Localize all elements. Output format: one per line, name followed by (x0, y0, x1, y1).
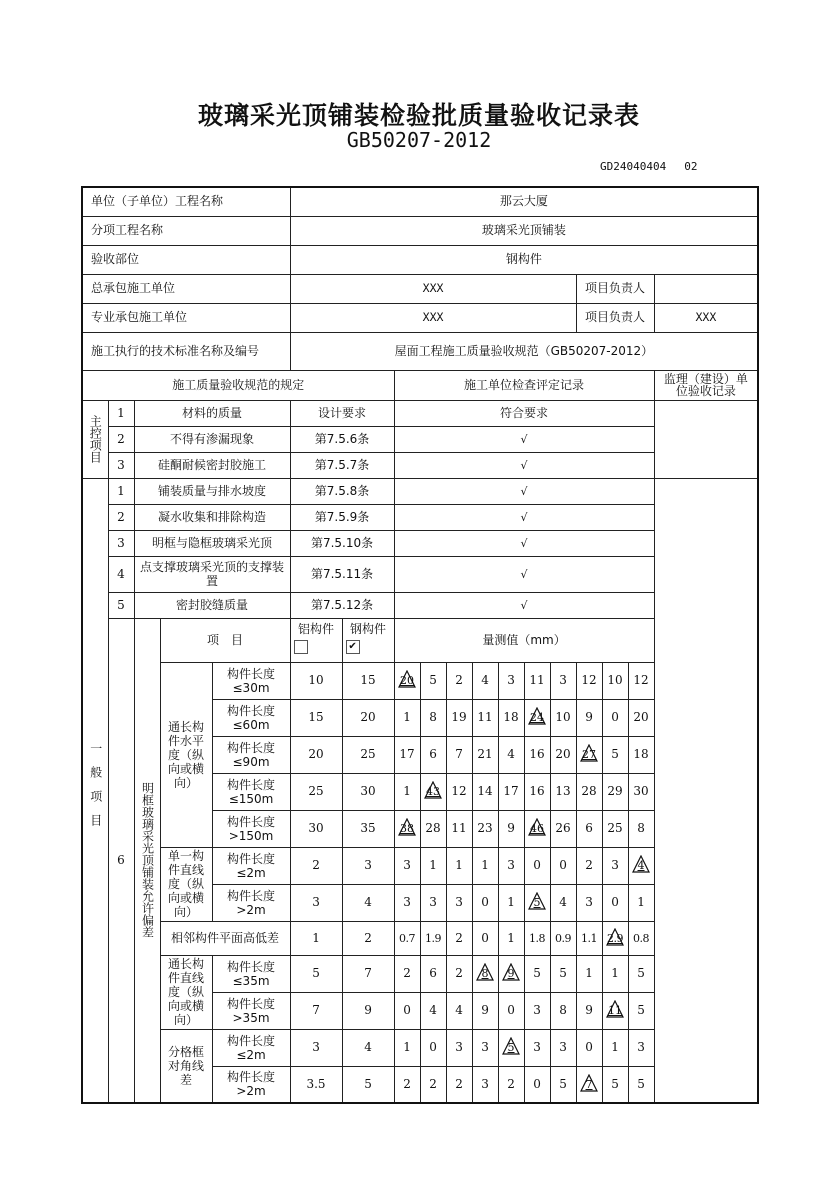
measured-value[interactable]: 1 (498, 884, 524, 921)
project-manager-label-1: 项目负责人 (576, 274, 654, 303)
measured-value-flagged[interactable] (524, 699, 550, 736)
measured-value[interactable]: 1 (446, 847, 472, 884)
project-manager-value-1[interactable] (654, 274, 758, 303)
measured-value[interactable]: 0.7 (394, 921, 420, 955)
form-number: 02 (684, 160, 698, 173)
measured-value[interactable]: 3 (628, 1029, 654, 1066)
steel-tolerance: 15 (342, 662, 394, 699)
item-result[interactable]: √ (394, 452, 654, 478)
item-number: 1 (108, 478, 134, 504)
flagged-value: 9 (507, 967, 515, 980)
measured-value-flagged[interactable] (420, 773, 446, 810)
measured-value[interactable]: 3 (472, 1066, 498, 1103)
contractor-record-header: 施工单位检查评定记录 (394, 370, 654, 400)
measured-value[interactable]: 19 (446, 699, 472, 736)
header-steel (342, 618, 394, 662)
measured-value[interactable]: 8 (628, 810, 654, 847)
measured-value[interactable]: 0 (602, 884, 628, 921)
measured-value[interactable]: 2 (394, 1066, 420, 1103)
measured-value[interactable]: 4 (472, 662, 498, 699)
measured-value[interactable]: 4 (420, 992, 446, 1029)
measured-value[interactable]: 3 (524, 992, 550, 1029)
flagged-value: 43 (426, 785, 441, 798)
measured-value[interactable]: 4 (446, 992, 472, 1029)
measured-value-flagged[interactable] (394, 662, 420, 699)
measured-value[interactable]: 2 (576, 847, 602, 884)
item-clause: 第7.5.8条 (290, 478, 394, 504)
item-name: 材料的质量 (134, 400, 290, 426)
measured-value[interactable]: 2 (498, 1066, 524, 1103)
item-number: 2 (108, 504, 134, 530)
measured-value[interactable]: 4 (498, 736, 524, 773)
form-code (600, 160, 697, 173)
measured-value[interactable]: 2 (446, 921, 472, 955)
measured-value-flagged[interactable] (498, 955, 524, 992)
item-result[interactable]: 符合要求 (394, 400, 654, 426)
item-number: 3 (108, 530, 134, 556)
aluminum-tolerance: 1 (290, 921, 342, 955)
aluminum-tolerance: 20 (290, 736, 342, 773)
supervisor-record-header: 监理（建设）单位验收记录 (654, 370, 758, 400)
measured-value[interactable]: 7 (446, 736, 472, 773)
measured-value-flagged[interactable] (576, 1066, 602, 1103)
measured-value[interactable]: 5 (602, 1066, 628, 1103)
measured-value[interactable]: 1.1 (576, 921, 602, 955)
measured-value[interactable]: 5 (628, 955, 654, 992)
special-contractor-label: 专业承包施工单位 (82, 303, 290, 332)
item-result[interactable]: √ (394, 426, 654, 452)
measured-value[interactable]: 0 (550, 847, 576, 884)
standard-value[interactable]: 屋面工程施工质量验收规范（GB50207-2012） (290, 332, 758, 370)
flagged-value: 24 (530, 711, 545, 724)
main-control-group (82, 400, 108, 478)
main-control-row (82, 400, 758, 426)
measured-value[interactable]: 30 (628, 773, 654, 810)
measured-value[interactable]: 1 (628, 884, 654, 921)
condition-label: 构件长度≤2m (212, 847, 290, 884)
item-name: 硅酮耐候密封胶施工 (134, 452, 290, 478)
measured-value[interactable]: 5 (550, 955, 576, 992)
measured-value[interactable]: 12 (628, 662, 654, 699)
measured-value[interactable]: 0 (576, 1029, 602, 1066)
measured-value[interactable]: 9 (498, 810, 524, 847)
location-label: 验收部位 (82, 245, 290, 274)
measured-value[interactable]: 1 (394, 1029, 420, 1066)
group-label: 相邻构件平面高低差 (160, 921, 290, 955)
general-contractor-label: 总承包施工单位 (82, 274, 290, 303)
measured-value[interactable]: 3 (576, 884, 602, 921)
flagged-value: 2.9 (607, 931, 624, 945)
measured-value[interactable]: 2 (446, 662, 472, 699)
measured-value[interactable]: 12 (576, 662, 602, 699)
item-name: 铺装质量与排水坡度 (134, 478, 290, 504)
aluminum-checkbox[interactable] (294, 640, 308, 654)
measured-value[interactable]: 10 (602, 662, 628, 699)
special-contractor-value[interactable]: XXX (290, 303, 576, 332)
flagged-value: 4 (637, 859, 645, 872)
measured-value[interactable]: 23 (472, 810, 498, 847)
measured-value[interactable]: 1 (472, 847, 498, 884)
steel-tolerance: 30 (342, 773, 394, 810)
flagged-value: 5 (507, 1041, 515, 1054)
measured-value[interactable]: 1 (576, 955, 602, 992)
item-name: 不得有渗漏现象 (134, 426, 290, 452)
measured-value[interactable]: 3 (602, 847, 628, 884)
item-result[interactable]: √ (394, 504, 654, 530)
measured-value[interactable]: 14 (472, 773, 498, 810)
group-label: 分格框对角线差 (160, 1029, 212, 1103)
flagged-value: 20 (400, 674, 415, 687)
flagged-value: 8 (481, 967, 489, 980)
measured-value[interactable]: 0 (472, 884, 498, 921)
measured-value[interactable]: 0.8 (628, 921, 654, 955)
measured-value[interactable]: 18 (628, 736, 654, 773)
condition-label: 构件长度>150m (212, 810, 290, 847)
group-label: 单一构件直线度（纵向或横向） (160, 847, 212, 921)
item6-label-cell (134, 618, 160, 1103)
measured-value-flagged[interactable] (602, 992, 628, 1029)
header-item: 项 目 (160, 618, 290, 662)
header-measured: 量测值（mm） (394, 618, 654, 662)
measured-value[interactable]: 3 (524, 1029, 550, 1066)
measured-value[interactable]: 2 (420, 1066, 446, 1103)
measured-value-flagged[interactable] (628, 847, 654, 884)
condition-label: 构件长度≤90m (212, 736, 290, 773)
measured-value[interactable]: 3 (498, 847, 524, 884)
aluminum-tolerance: 15 (290, 699, 342, 736)
aluminum-tolerance: 3 (290, 1029, 342, 1066)
standard-label: 施工执行的技术标准名称及编号 (82, 332, 290, 370)
item-clause: 第7.5.9条 (290, 504, 394, 530)
aluminum-tolerance: 3.5 (290, 1066, 342, 1103)
steel-tolerance: 5 (342, 1066, 394, 1103)
item-clause: 第7.5.12条 (290, 592, 394, 618)
general-row (82, 478, 758, 504)
measured-value[interactable]: 4 (550, 884, 576, 921)
item-number: 5 (108, 592, 134, 618)
measured-value-flagged[interactable] (576, 736, 602, 773)
item-name: 密封胶缝质量 (134, 592, 290, 618)
measured-value-flagged[interactable] (394, 810, 420, 847)
steel-tolerance: 25 (342, 736, 394, 773)
measured-value[interactable]: 10 (550, 699, 576, 736)
measured-value-flagged[interactable] (524, 884, 550, 921)
measured-value[interactable]: 25 (602, 810, 628, 847)
flagged-value: 38 (400, 822, 415, 835)
group-label: 通长构件直线度（纵向或横向） (160, 955, 212, 1029)
condition-label: 构件长度≤35m (212, 955, 290, 992)
measured-value[interactable]: 29 (602, 773, 628, 810)
item-number: 1 (108, 400, 134, 426)
measured-value[interactable]: 13 (550, 773, 576, 810)
measured-value[interactable]: 2 (446, 955, 472, 992)
group-label: 通长构件水平度（纵向或横向） (160, 662, 212, 847)
measured-value[interactable]: 0.9 (550, 921, 576, 955)
measured-value-flagged[interactable] (472, 955, 498, 992)
unit-project-label: 单位（子单位）工程名称 (82, 187, 290, 216)
item-result[interactable]: √ (394, 556, 654, 592)
measured-value[interactable]: 11 (524, 662, 550, 699)
measured-value[interactable]: 6 (420, 955, 446, 992)
measured-value[interactable]: 18 (498, 699, 524, 736)
sub-project-value[interactable]: 玻璃采光顶铺装 (290, 216, 758, 245)
project-manager-label-2: 项目负责人 (576, 303, 654, 332)
project-manager-value-2[interactable]: XXX (654, 303, 758, 332)
measured-value[interactable]: 5 (420, 662, 446, 699)
item-name: 明框与隐框玻璃采光顶 (134, 530, 290, 556)
item-number: 3 (108, 452, 134, 478)
measured-value[interactable]: 9 (576, 699, 602, 736)
form-code-value: GD24040404 (600, 160, 667, 173)
aluminum-tolerance: 5 (290, 955, 342, 992)
measured-value[interactable]: 5 (602, 736, 628, 773)
aluminum-tolerance: 2 (290, 847, 342, 884)
sub-project-label: 分项工程名称 (82, 216, 290, 245)
measured-value-flagged[interactable] (498, 1029, 524, 1066)
aluminum-tolerance: 7 (290, 992, 342, 1029)
measured-value[interactable]: 1.8 (524, 921, 550, 955)
item6-number: 6 (108, 618, 134, 1103)
measured-value[interactable]: 16 (524, 773, 550, 810)
item-clause: 第7.5.10条 (290, 530, 394, 556)
steel-tolerance: 2 (342, 921, 394, 955)
measured-value[interactable]: 2 (446, 1066, 472, 1103)
form-standard: GB50207-2012 (346, 128, 492, 152)
measured-value[interactable]: 1 (394, 773, 420, 810)
steel-tolerance: 20 (342, 699, 394, 736)
measured-value[interactable]: 1 (602, 1029, 628, 1066)
unit-project-value[interactable]: 那云大厦 (290, 187, 758, 216)
measured-value[interactable]: 0 (524, 1066, 550, 1103)
item-name: 凝水收集和排除构造 (134, 504, 290, 530)
condition-label: 构件长度>35m (212, 992, 290, 1029)
measured-value[interactable]: 0 (394, 992, 420, 1029)
measured-value[interactable]: 3 (420, 884, 446, 921)
measured-value[interactable]: 9 (472, 992, 498, 1029)
aluminum-label: 铝构件 (298, 621, 335, 636)
measured-value[interactable]: 0 (524, 847, 550, 884)
inspection-table (81, 186, 759, 1104)
measured-value[interactable]: 11 (472, 699, 498, 736)
measured-value[interactable]: 6 (420, 736, 446, 773)
steel-tolerance: 3 (342, 847, 394, 884)
item-clause: 设计要求 (290, 400, 394, 426)
main-control-group-label: 主控项目 (88, 415, 103, 463)
item-result[interactable]: √ (394, 478, 654, 504)
condition-label: 构件长度>2m (212, 1066, 290, 1103)
measured-value[interactable]: 21 (472, 736, 498, 773)
general-group-label: 一般项目 (88, 742, 103, 839)
aluminum-tolerance: 10 (290, 662, 342, 699)
measured-value[interactable]: 20 (550, 736, 576, 773)
measured-value[interactable]: 20 (628, 699, 654, 736)
measured-value-flagged[interactable] (524, 810, 550, 847)
measured-value[interactable]: 3 (394, 884, 420, 921)
measured-value[interactable]: 3 (446, 1029, 472, 1066)
spec-header: 施工质量验收规范的规定 (82, 370, 394, 400)
supervisor-general[interactable] (654, 478, 758, 1103)
measured-value[interactable]: 11 (446, 810, 472, 847)
item-result[interactable]: √ (394, 530, 654, 556)
measured-value[interactable]: 8 (550, 992, 576, 1029)
item-name: 点支撑玻璃采光顶的支撑装置 (134, 556, 290, 592)
form-title: 玻璃采光顶铺装检验批质量验收记录表 (197, 101, 640, 130)
measured-value[interactable]: 28 (420, 810, 446, 847)
item-number: 4 (108, 556, 134, 592)
aluminum-tolerance: 25 (290, 773, 342, 810)
steel-tolerance: 9 (342, 992, 394, 1029)
steel-tolerance: 4 (342, 1029, 394, 1066)
measured-value[interactable]: 17 (394, 736, 420, 773)
measured-value[interactable]: 26 (550, 810, 576, 847)
measured-value[interactable]: 17 (498, 773, 524, 810)
steel-label: 钢构件 (350, 621, 387, 636)
steel-tolerance: 7 (342, 955, 394, 992)
condition-label: 构件长度≤2m (212, 1029, 290, 1066)
measured-value[interactable]: 8 (420, 699, 446, 736)
aluminum-tolerance: 30 (290, 810, 342, 847)
measured-value[interactable]: 5 (524, 955, 550, 992)
measured-value[interactable]: 1 (420, 847, 446, 884)
flagged-value: 5 (533, 896, 541, 909)
condition-label: 构件长度≤60m (212, 699, 290, 736)
aluminum-tolerance: 3 (290, 884, 342, 921)
flagged-value: 27 (582, 748, 597, 761)
item-clause: 第7.5.6条 (290, 426, 394, 452)
measured-value[interactable]: 0 (420, 1029, 446, 1066)
measured-value[interactable]: 28 (576, 773, 602, 810)
item-clause: 第7.5.7条 (290, 452, 394, 478)
measured-value[interactable]: 9 (576, 992, 602, 1029)
measured-value[interactable]: 16 (524, 736, 550, 773)
general-group (82, 478, 108, 1103)
steel-tolerance: 4 (342, 884, 394, 921)
measured-value[interactable]: 5 (550, 1066, 576, 1103)
measured-value[interactable]: 12 (446, 773, 472, 810)
measured-value[interactable]: 0 (472, 921, 498, 955)
measured-value[interactable]: 3 (550, 1029, 576, 1066)
measured-value[interactable]: 0 (602, 699, 628, 736)
measured-value[interactable]: 1.9 (420, 921, 446, 955)
measured-value[interactable]: 2 (394, 955, 420, 992)
measured-value[interactable]: 1 (602, 955, 628, 992)
header-aluminum (290, 618, 342, 662)
measured-value[interactable]: 3 (550, 662, 576, 699)
general-contractor-value[interactable]: XXX (290, 274, 576, 303)
item-clause: 第7.5.11条 (290, 556, 394, 592)
measured-value[interactable]: 1 (394, 699, 420, 736)
location-value[interactable]: 钢构件 (290, 245, 758, 274)
measured-value[interactable]: 3 (446, 884, 472, 921)
measured-value-flagged[interactable] (602, 921, 628, 955)
flagged-value: 46 (530, 822, 545, 835)
condition-label: 构件长度≤150m (212, 773, 290, 810)
flagged-value: 11 (608, 1004, 623, 1017)
measured-value[interactable]: 1 (498, 921, 524, 955)
supervisor-main-control[interactable] (654, 400, 758, 478)
item6-label: 明框玻璃采光顶铺装允许偏差 (140, 782, 155, 939)
flagged-value: 7 (585, 1077, 593, 1091)
item-result[interactable]: √ (394, 592, 654, 618)
measured-value[interactable]: 3 (394, 847, 420, 884)
measured-value[interactable]: 3 (472, 1029, 498, 1066)
measured-value[interactable]: 6 (576, 810, 602, 847)
steel-checkbox[interactable]: ✔ (346, 640, 360, 654)
steel-tolerance: 35 (342, 810, 394, 847)
measured-value[interactable]: 0 (498, 992, 524, 1029)
measured-value[interactable]: 5 (628, 1066, 654, 1103)
condition-label: 构件长度>2m (212, 884, 290, 921)
item-number: 2 (108, 426, 134, 452)
measured-value[interactable]: 3 (498, 662, 524, 699)
condition-label: 构件长度≤30m (212, 662, 290, 699)
measured-value[interactable]: 5 (628, 992, 654, 1029)
